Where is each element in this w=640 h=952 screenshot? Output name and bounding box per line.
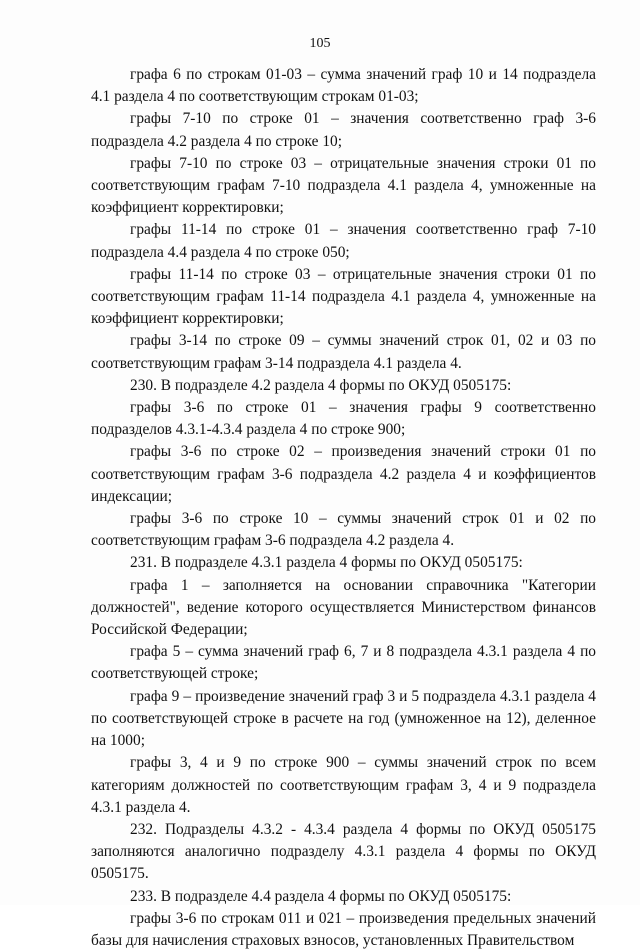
section-heading-230: 230. В подразделе 4.2 раздела 4 формы по ОКУД 0505175: <box>130 376 512 394</box>
paragraph: графы 7-10 по строке 01 – значения соответственно граф 3-6 подраздела 4.2 раздела 4 по строке 10; <box>91 110 596 150</box>
paragraph: графы 3-6 по строке 10 – суммы значений строк 01 и 02 по соответствующим графам 3-6 подраздела 4.2 раздела 4. <box>91 510 596 550</box>
section-heading-231: 231. В подразделе 4.3.1 раздела 4 формы по ОКУД 0505175: <box>130 554 523 572</box>
paragraph: графы 3-6 по строке 02 – произведения значений строки 01 по соответствующим графам 3-6 подраздела 4.2 раздела 4 и коэффициентов индексации; <box>91 443 596 505</box>
paragraph: графы 3-6 по строке 01 – значения графы 9 соответственно подразделов 4.3.1-4.3.4 раздела 4 по строке 900; <box>91 399 596 439</box>
paragraph: графы 3-6 по строкам 011 и 021 – произведения предельных значений базы для начисления страховых взносов, установленных Правительством <box>91 909 596 949</box>
paragraph: графа 9 – произведение значений граф 3 и 5 подраздела 4.3.1 раздела 4 по соответствующей строке в расчете на год (умноженное на 12), деленное на 1000; <box>91 687 596 750</box>
page-number: 105 <box>309 36 331 51</box>
paragraph: графы 3, 4 и 9 по строке 900 – суммы значений строк по всем категориям должностей по соответствующим графам 3, 4 и 9 подраздела 4.3.1 раздела 4. <box>91 754 596 816</box>
paragraph: графы 11-14 по строке 03 – отрицательные значения строки 01 по соответствующим графам 11-14 подраздела 4.1 раздела 4, умноженные на коэффициент корректировки; <box>91 265 596 328</box>
section-heading-233: 233. В подразделе 4.4 раздела 4 формы по ОКУД 0505175: <box>130 887 512 905</box>
document-body <box>91 64 596 952</box>
paragraph: графы 7-10 по строке 03 – отрицательные значения строки 01 по соответствующим графам 7-10 подраздела 4.1 раздела 4, умноженные на коэффициент корректировки; <box>91 154 596 217</box>
paragraph: графы 11-14 по строке 01 – значения соответственно граф 7-10 подраздела 4.4 раздела 4 по строке 050; <box>91 221 596 261</box>
paragraph: графа 5 – сумма значений граф 6, 7 и 8 подраздела 4.3.1 раздела 4 по соответствующей строке; <box>91 643 596 683</box>
paragraph: графа 1 – заполняется на основании справочника "Категории должностей", ведение которого осуществляется Министерством финансов Российской Федерации; <box>91 576 596 639</box>
paragraph: графы 3-14 по строке 09 – суммы значений строк 01, 02 и 03 по соответствующим графам 3-14 подраздела 4.1 раздела 4. <box>91 332 596 372</box>
section-heading-232: 232. Подразделы 4.3.2 - 4.3.4 раздела 4 формы по ОКУД 0505175 заполняются аналогично подразделу 4.3.1 раздела 4 формы по ОКУД 0505175. <box>91 820 596 883</box>
paragraph: графа 6 по строкам 01-03 – сумма значений граф 10 и 14 подраздела 4.1 раздела 4 по соответствующим строкам 01-03; <box>91 66 596 106</box>
